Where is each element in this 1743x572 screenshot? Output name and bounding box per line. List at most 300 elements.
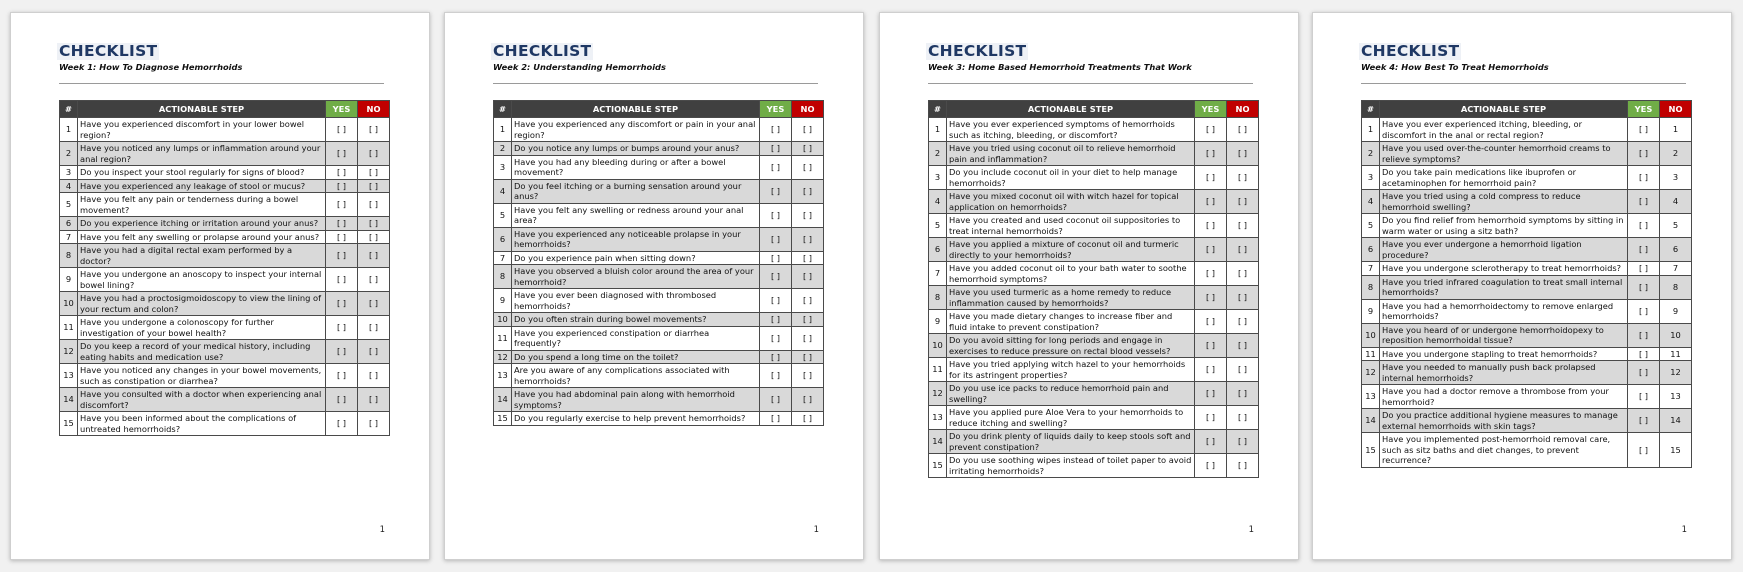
actionable-step-text: Have you undergone an anoscopy to inspect your internal bowel lining?	[78, 268, 326, 292]
yes-checkbox[interactable]: [ ]	[760, 350, 792, 364]
actionable-step-text: Have you had a proctosigmoidoscopy to view the lining of your rectum and colon?	[78, 292, 326, 316]
header-no: NO	[792, 101, 824, 118]
table-row	[1362, 262, 1692, 276]
table-row	[1362, 118, 1692, 142]
actionable-step-text: Have you heard of or undergone hemorrhoidopexy to reposition hemorrhoidal tissue?	[1380, 323, 1628, 347]
no-checkbox[interactable]: [ ]	[1227, 454, 1259, 478]
row-number: 9	[929, 310, 947, 334]
row-number: 11	[494, 326, 512, 350]
header-number: #	[494, 101, 512, 118]
yes-checkbox[interactable]: [ ]	[1195, 238, 1227, 262]
divider	[1361, 83, 1686, 84]
page-subtitle: Week 3: Home Based Hemorrhoid Treatments That Work	[928, 62, 1192, 72]
table-row	[1362, 299, 1692, 323]
row-number: 4	[494, 179, 512, 203]
no-checkbox[interactable]: 15	[1660, 433, 1692, 468]
yes-checkbox[interactable]: [ ]	[1628, 214, 1660, 238]
row-number: 12	[1362, 361, 1380, 385]
yes-checkbox[interactable]: [ ]	[326, 118, 358, 142]
checklist-table	[493, 100, 824, 426]
row-number: 3	[1362, 166, 1380, 190]
table-row	[494, 203, 824, 227]
table-row	[1362, 275, 1692, 299]
no-checkbox[interactable]: 5	[1660, 214, 1692, 238]
row-number: 7	[60, 230, 78, 244]
checklist-page	[1312, 12, 1732, 560]
divider	[59, 83, 384, 84]
table-row	[1362, 385, 1692, 409]
actionable-step-text: Have you noticed any changes in your bowel movements, such as constipation or diarrhea?	[78, 364, 326, 388]
row-number: 4	[60, 179, 78, 193]
row-number: 12	[60, 340, 78, 364]
yes-checkbox[interactable]: [ ]	[760, 203, 792, 227]
table-row	[929, 358, 1259, 382]
actionable-step-text: Do you drink plenty of liquids daily to keep stools soft and prevent constipation?	[947, 430, 1195, 454]
checklist-page	[879, 12, 1299, 560]
table-row	[60, 118, 390, 142]
no-checkbox[interactable]: [ ]	[358, 292, 390, 316]
yes-checkbox[interactable]: [ ]	[1195, 190, 1227, 214]
no-checkbox[interactable]: [ ]	[792, 265, 824, 289]
table-row	[494, 364, 824, 388]
yes-checkbox[interactable]: [ ]	[1628, 190, 1660, 214]
no-checkbox[interactable]: [ ]	[1227, 358, 1259, 382]
table-row	[929, 382, 1259, 406]
row-number: 6	[929, 238, 947, 262]
no-checkbox[interactable]: [ ]	[358, 230, 390, 244]
no-checkbox[interactable]: [ ]	[1227, 334, 1259, 358]
table-row	[60, 268, 390, 292]
actionable-step-text: Have you ever undergone a hemorrhoid ligation procedure?	[1380, 238, 1628, 262]
yes-checkbox[interactable]: [ ]	[1628, 166, 1660, 190]
row-number: 6	[60, 217, 78, 231]
no-checkbox[interactable]: [ ]	[358, 193, 390, 217]
no-checkbox[interactable]: [ ]	[1227, 286, 1259, 310]
yes-checkbox[interactable]: [ ]	[326, 179, 358, 193]
actionable-step-text: Have you applied a mixture of coconut oil and turmeric directly to your hemorrhoids?	[947, 238, 1195, 262]
table-row	[60, 292, 390, 316]
header-yes: YES	[326, 101, 358, 118]
row-number: 15	[1362, 433, 1380, 468]
yes-checkbox[interactable]: [ ]	[760, 118, 792, 142]
actionable-step-text: Have you had any bleeding during or after a bowel movement?	[512, 155, 760, 179]
table-row	[1362, 166, 1692, 190]
row-number: 14	[60, 388, 78, 412]
actionable-step-text: Have you had a digital rectal exam performed by a doctor?	[78, 244, 326, 268]
yes-checkbox[interactable]: [ ]	[1628, 262, 1660, 276]
row-number: 4	[929, 190, 947, 214]
no-checkbox[interactable]: [ ]	[1227, 214, 1259, 238]
actionable-step-text: Have you had a hemorrhoidectomy to remove enlarged hemorrhoids?	[1380, 299, 1628, 323]
page-title: CHECKLIST	[1361, 42, 1460, 60]
yes-checkbox[interactable]: [ ]	[1628, 433, 1660, 468]
no-checkbox[interactable]: 3	[1660, 166, 1692, 190]
row-number: 13	[1362, 385, 1380, 409]
no-checkbox[interactable]: [ ]	[792, 350, 824, 364]
no-checkbox[interactable]: [ ]	[1227, 142, 1259, 166]
table-row	[494, 179, 824, 203]
actionable-step-text: Do you use ice packs to reduce hemorrhoid pain and swelling?	[947, 382, 1195, 406]
yes-checkbox[interactable]: [ ]	[1628, 409, 1660, 433]
page-subtitle: Week 2: Understanding Hemorrhoids	[493, 62, 666, 72]
no-checkbox[interactable]: [ ]	[792, 289, 824, 313]
no-checkbox[interactable]: [ ]	[792, 313, 824, 327]
yes-checkbox[interactable]: [ ]	[1195, 142, 1227, 166]
actionable-step-text: Do you feel itching or a burning sensation around your anus?	[512, 179, 760, 203]
table-row	[929, 454, 1259, 478]
page-number: 1	[379, 525, 385, 535]
actionable-step-text: Have you created and used coconut oil suppositories to treat internal hemorrhoids?	[947, 214, 1195, 238]
yes-checkbox[interactable]: [ ]	[1628, 385, 1660, 409]
no-checkbox[interactable]: [ ]	[1227, 238, 1259, 262]
yes-checkbox[interactable]: [ ]	[326, 166, 358, 180]
header-number: #	[60, 101, 78, 118]
yes-checkbox[interactable]: [ ]	[1195, 214, 1227, 238]
yes-checkbox[interactable]: [ ]	[1628, 323, 1660, 347]
yes-checkbox[interactable]: [ ]	[760, 388, 792, 412]
no-checkbox[interactable]: [ ]	[358, 316, 390, 340]
table-row	[494, 412, 824, 426]
row-number: 1	[929, 118, 947, 142]
page-subtitle: Week 4: How Best To Treat Hemorrhoids	[1361, 62, 1549, 72]
table-row	[494, 265, 824, 289]
yes-checkbox[interactable]: [ ]	[1195, 406, 1227, 430]
actionable-step-text: Do you spend a long time on the toilet?	[512, 350, 760, 364]
table-row	[60, 412, 390, 436]
actionable-step-text: Do you notice any lumps or bumps around your anus?	[512, 142, 760, 156]
header-actionable-step: ACTIONABLE STEP	[947, 101, 1195, 118]
row-number: 3	[494, 155, 512, 179]
actionable-step-text: Have you felt any swelling or prolapse around your anus?	[78, 230, 326, 244]
row-number: 3	[60, 166, 78, 180]
no-checkbox[interactable]: 4	[1660, 190, 1692, 214]
row-number: 8	[60, 244, 78, 268]
table-row	[929, 214, 1259, 238]
no-checkbox[interactable]: 1	[1660, 118, 1692, 142]
row-number: 2	[60, 142, 78, 166]
row-number: 14	[929, 430, 947, 454]
no-checkbox[interactable]: [ ]	[792, 203, 824, 227]
header-yes: YES	[1628, 101, 1660, 118]
yes-checkbox[interactable]: [ ]	[326, 244, 358, 268]
no-checkbox[interactable]: [ ]	[358, 118, 390, 142]
no-checkbox[interactable]: 2	[1660, 142, 1692, 166]
row-number: 8	[1362, 275, 1380, 299]
row-number: 5	[494, 203, 512, 227]
row-number: 11	[1362, 347, 1380, 361]
row-number: 6	[494, 227, 512, 251]
no-checkbox[interactable]: [ ]	[792, 364, 824, 388]
table-row	[929, 310, 1259, 334]
actionable-step-text: Have you made dietary changes to increase fiber and fluid intake to prevent constipation?	[947, 310, 1195, 334]
row-number: 12	[929, 382, 947, 406]
table-row	[929, 406, 1259, 430]
yes-checkbox[interactable]: [ ]	[1195, 430, 1227, 454]
no-checkbox[interactable]: [ ]	[1227, 166, 1259, 190]
row-number: 14	[494, 388, 512, 412]
page-content	[59, 41, 389, 436]
checklist-table	[1361, 100, 1692, 468]
table-row	[60, 388, 390, 412]
row-number: 15	[494, 412, 512, 426]
no-checkbox[interactable]: [ ]	[1227, 382, 1259, 406]
table-row	[60, 166, 390, 180]
no-checkbox[interactable]: [ ]	[792, 155, 824, 179]
no-checkbox[interactable]: 8	[1660, 275, 1692, 299]
table-row	[494, 251, 824, 265]
yes-checkbox[interactable]: [ ]	[1628, 347, 1660, 361]
no-checkbox[interactable]: [ ]	[358, 388, 390, 412]
no-checkbox[interactable]: [ ]	[792, 326, 824, 350]
row-number: 7	[929, 262, 947, 286]
yes-checkbox[interactable]: [ ]	[1195, 334, 1227, 358]
yes-checkbox[interactable]: [ ]	[1195, 286, 1227, 310]
table-row	[1362, 361, 1692, 385]
yes-checkbox[interactable]: [ ]	[760, 326, 792, 350]
no-checkbox[interactable]: 10	[1660, 323, 1692, 347]
divider	[493, 83, 818, 84]
row-number: 6	[1362, 238, 1380, 262]
row-number: 2	[929, 142, 947, 166]
no-checkbox[interactable]: [ ]	[358, 244, 390, 268]
yes-checkbox[interactable]: [ ]	[1195, 382, 1227, 406]
row-number: 12	[494, 350, 512, 364]
table-row	[1362, 433, 1692, 468]
actionable-step-text: Have you undergone stapling to treat hemorrhoids?	[1380, 347, 1628, 361]
yes-checkbox[interactable]: [ ]	[1195, 118, 1227, 142]
actionable-step-text: Have you used over-the-counter hemorrhoid creams to relieve symptoms?	[1380, 142, 1628, 166]
no-checkbox[interactable]: [ ]	[358, 364, 390, 388]
yes-checkbox[interactable]: [ ]	[760, 265, 792, 289]
row-number: 5	[929, 214, 947, 238]
actionable-step-text: Have you observed a bluish color around the area of your hemorrhoid?	[512, 265, 760, 289]
no-checkbox[interactable]: 14	[1660, 409, 1692, 433]
page-content	[493, 41, 823, 426]
yes-checkbox[interactable]: [ ]	[326, 388, 358, 412]
no-checkbox[interactable]: 6	[1660, 238, 1692, 262]
actionable-step-text: Do you use soothing wipes instead of toilet paper to avoid irritating hemorrhoids?	[947, 454, 1195, 478]
table-row	[1362, 142, 1692, 166]
actionable-step-text: Have you undergone a colonoscopy for further investigation of your bowel health?	[78, 316, 326, 340]
page-number: 1	[813, 525, 819, 535]
yes-checkbox[interactable]: [ ]	[1195, 262, 1227, 286]
yes-checkbox[interactable]: [ ]	[326, 217, 358, 231]
no-checkbox[interactable]: [ ]	[1227, 310, 1259, 334]
yes-checkbox[interactable]: [ ]	[326, 412, 358, 436]
actionable-step-text: Have you felt any pain or tenderness during a bowel movement?	[78, 193, 326, 217]
actionable-step-text: Have you experienced discomfort in your lower bowel region?	[78, 118, 326, 142]
table-row	[60, 364, 390, 388]
no-checkbox[interactable]: 11	[1660, 347, 1692, 361]
no-checkbox[interactable]: [ ]	[792, 412, 824, 426]
actionable-step-text: Do you regularly exercise to help prevent hemorrhoids?	[512, 412, 760, 426]
table-row	[60, 244, 390, 268]
yes-checkbox[interactable]: [ ]	[326, 316, 358, 340]
no-checkbox[interactable]: [ ]	[792, 179, 824, 203]
table-row	[494, 155, 824, 179]
no-checkbox[interactable]: [ ]	[1227, 262, 1259, 286]
actionable-step-text: Have you consulted with a doctor when experiencing anal discomfort?	[78, 388, 326, 412]
row-number: 15	[929, 454, 947, 478]
yes-checkbox[interactable]: [ ]	[1628, 361, 1660, 385]
no-checkbox[interactable]: 9	[1660, 299, 1692, 323]
yes-checkbox[interactable]: [ ]	[1628, 275, 1660, 299]
header-no: NO	[1227, 101, 1259, 118]
table-header-row	[60, 101, 390, 118]
table-row	[929, 118, 1259, 142]
no-checkbox[interactable]: [ ]	[792, 227, 824, 251]
row-number: 11	[929, 358, 947, 382]
actionable-step-text: Have you been informed about the complications of untreated hemorrhoids?	[78, 412, 326, 436]
yes-checkbox[interactable]: [ ]	[760, 289, 792, 313]
no-checkbox[interactable]: [ ]	[358, 142, 390, 166]
header-actionable-step: ACTIONABLE STEP	[78, 101, 326, 118]
yes-checkbox[interactable]: [ ]	[326, 142, 358, 166]
row-number: 13	[929, 406, 947, 430]
row-number: 15	[60, 412, 78, 436]
yes-checkbox[interactable]: [ ]	[1195, 358, 1227, 382]
header-no: NO	[358, 101, 390, 118]
no-checkbox[interactable]: [ ]	[792, 251, 824, 265]
yes-checkbox[interactable]: [ ]	[326, 364, 358, 388]
table-row	[929, 142, 1259, 166]
table-row	[60, 217, 390, 231]
table-row	[60, 316, 390, 340]
row-number: 10	[494, 313, 512, 327]
actionable-step-text: Have you had a doctor remove a thrombose from your hemorrhoid?	[1380, 385, 1628, 409]
row-number: 10	[929, 334, 947, 358]
row-number: 13	[60, 364, 78, 388]
table-row	[494, 227, 824, 251]
no-checkbox[interactable]: [ ]	[358, 268, 390, 292]
yes-checkbox[interactable]: [ ]	[1628, 238, 1660, 262]
table-row	[929, 238, 1259, 262]
no-checkbox[interactable]: [ ]	[1227, 406, 1259, 430]
actionable-step-text: Have you experienced any leakage of stool or mucus?	[78, 179, 326, 193]
yes-checkbox[interactable]: [ ]	[326, 340, 358, 364]
yes-checkbox[interactable]: [ ]	[1195, 166, 1227, 190]
yes-checkbox[interactable]: [ ]	[760, 412, 792, 426]
row-number: 10	[1362, 323, 1380, 347]
table-row	[494, 118, 824, 142]
header-number: #	[1362, 101, 1380, 118]
actionable-step-text: Have you experienced constipation or diarrhea frequently?	[512, 326, 760, 350]
table-row	[494, 289, 824, 313]
no-checkbox[interactable]: [ ]	[358, 179, 390, 193]
table-row	[929, 262, 1259, 286]
no-checkbox[interactable]: 12	[1660, 361, 1692, 385]
actionable-step-text: Do you inspect your stool regularly for signs of blood?	[78, 166, 326, 180]
actionable-step-text: Have you used turmeric as a home remedy to reduce inflammation caused by hemorrhoids?	[947, 286, 1195, 310]
table-row	[929, 190, 1259, 214]
actionable-step-text: Have you felt any swelling or redness around your anal area?	[512, 203, 760, 227]
no-checkbox[interactable]: [ ]	[792, 118, 824, 142]
no-checkbox[interactable]: [ ]	[358, 217, 390, 231]
yes-checkbox[interactable]: [ ]	[1628, 299, 1660, 323]
actionable-step-text: Have you applied pure Aloe Vera to your hemorrhoids to reduce itching and swelling?	[947, 406, 1195, 430]
header-no: NO	[1660, 101, 1692, 118]
actionable-step-text: Do you take pain medications like ibuprofen or acetaminophen for hemorrhoid pain?	[1380, 166, 1628, 190]
actionable-step-text: Have you tried using coconut oil to relieve hemorrhoid pain and inflammation?	[947, 142, 1195, 166]
yes-checkbox[interactable]: [ ]	[760, 364, 792, 388]
table-row	[929, 166, 1259, 190]
no-checkbox[interactable]: [ ]	[1227, 190, 1259, 214]
row-number: 5	[60, 193, 78, 217]
yes-checkbox[interactable]: [ ]	[760, 179, 792, 203]
yes-checkbox[interactable]: [ ]	[1628, 118, 1660, 142]
no-checkbox[interactable]: [ ]	[792, 142, 824, 156]
yes-checkbox[interactable]: [ ]	[1628, 142, 1660, 166]
table-row	[60, 142, 390, 166]
actionable-step-text: Do you find relief from hemorrhoid symptoms by sitting in warm water or using a sitz bath?	[1380, 214, 1628, 238]
row-number: 7	[494, 251, 512, 265]
yes-checkbox[interactable]: [ ]	[760, 313, 792, 327]
table-header-row	[1362, 101, 1692, 118]
table-row	[60, 230, 390, 244]
row-number: 14	[1362, 409, 1380, 433]
table-row	[494, 142, 824, 156]
table-row	[929, 430, 1259, 454]
actionable-step-text: Do you experience itching or irritation around your anus?	[78, 217, 326, 231]
row-number: 1	[1362, 118, 1380, 142]
actionable-step-text: Have you experienced any discomfort or pain in your anal region?	[512, 118, 760, 142]
actionable-step-text: Have you ever experienced symptoms of hemorrhoids such as itching, bleeding, or discomfort?	[947, 118, 1195, 142]
no-checkbox[interactable]: [ ]	[358, 166, 390, 180]
yes-checkbox[interactable]: [ ]	[760, 251, 792, 265]
header-yes: YES	[760, 101, 792, 118]
header-number: #	[929, 101, 947, 118]
yes-checkbox[interactable]: [ ]	[326, 193, 358, 217]
table-row	[494, 350, 824, 364]
table-row	[1362, 409, 1692, 433]
actionable-step-text: Do you include coconut oil in your diet to help manage hemorrhoids?	[947, 166, 1195, 190]
yes-checkbox[interactable]: [ ]	[326, 292, 358, 316]
page-subtitle: Week 1: How To Diagnose Hemorrhoids	[59, 62, 243, 72]
actionable-step-text: Do you practice additional hygiene measures to manage external hemorrhoids with skin tags?	[1380, 409, 1628, 433]
row-number: 5	[1362, 214, 1380, 238]
actionable-step-text: Have you tried using a cold compress to reduce hemorrhoid swelling?	[1380, 190, 1628, 214]
checklist-page	[444, 12, 864, 560]
row-number: 9	[1362, 299, 1380, 323]
yes-checkbox[interactable]: [ ]	[1195, 310, 1227, 334]
yes-checkbox[interactable]: [ ]	[326, 268, 358, 292]
yes-checkbox[interactable]: [ ]	[760, 142, 792, 156]
no-checkbox[interactable]: [ ]	[358, 412, 390, 436]
no-checkbox[interactable]: [ ]	[1227, 430, 1259, 454]
yes-checkbox[interactable]: [ ]	[760, 155, 792, 179]
yes-checkbox[interactable]: [ ]	[1195, 454, 1227, 478]
actionable-step-text: Have you undergone sclerotherapy to treat hemorrhoids?	[1380, 262, 1628, 276]
no-checkbox[interactable]: [ ]	[1227, 118, 1259, 142]
yes-checkbox[interactable]: [ ]	[760, 227, 792, 251]
yes-checkbox[interactable]: [ ]	[326, 230, 358, 244]
checklist-page	[10, 12, 430, 560]
row-number: 1	[60, 118, 78, 142]
no-checkbox[interactable]: 7	[1660, 262, 1692, 276]
page-title: CHECKLIST	[928, 42, 1027, 60]
no-checkbox[interactable]: [ ]	[358, 340, 390, 364]
row-number: 1	[494, 118, 512, 142]
table-header-row	[494, 101, 824, 118]
table-row	[494, 326, 824, 350]
no-checkbox[interactable]: [ ]	[792, 388, 824, 412]
no-checkbox[interactable]: 13	[1660, 385, 1692, 409]
actionable-step-text: Do you often strain during bowel movements?	[512, 313, 760, 327]
checklist-table	[59, 100, 390, 436]
table-row	[929, 286, 1259, 310]
row-number: 2	[1362, 142, 1380, 166]
actionable-step-text: Have you had abdominal pain along with hemorrhoid symptoms?	[512, 388, 760, 412]
